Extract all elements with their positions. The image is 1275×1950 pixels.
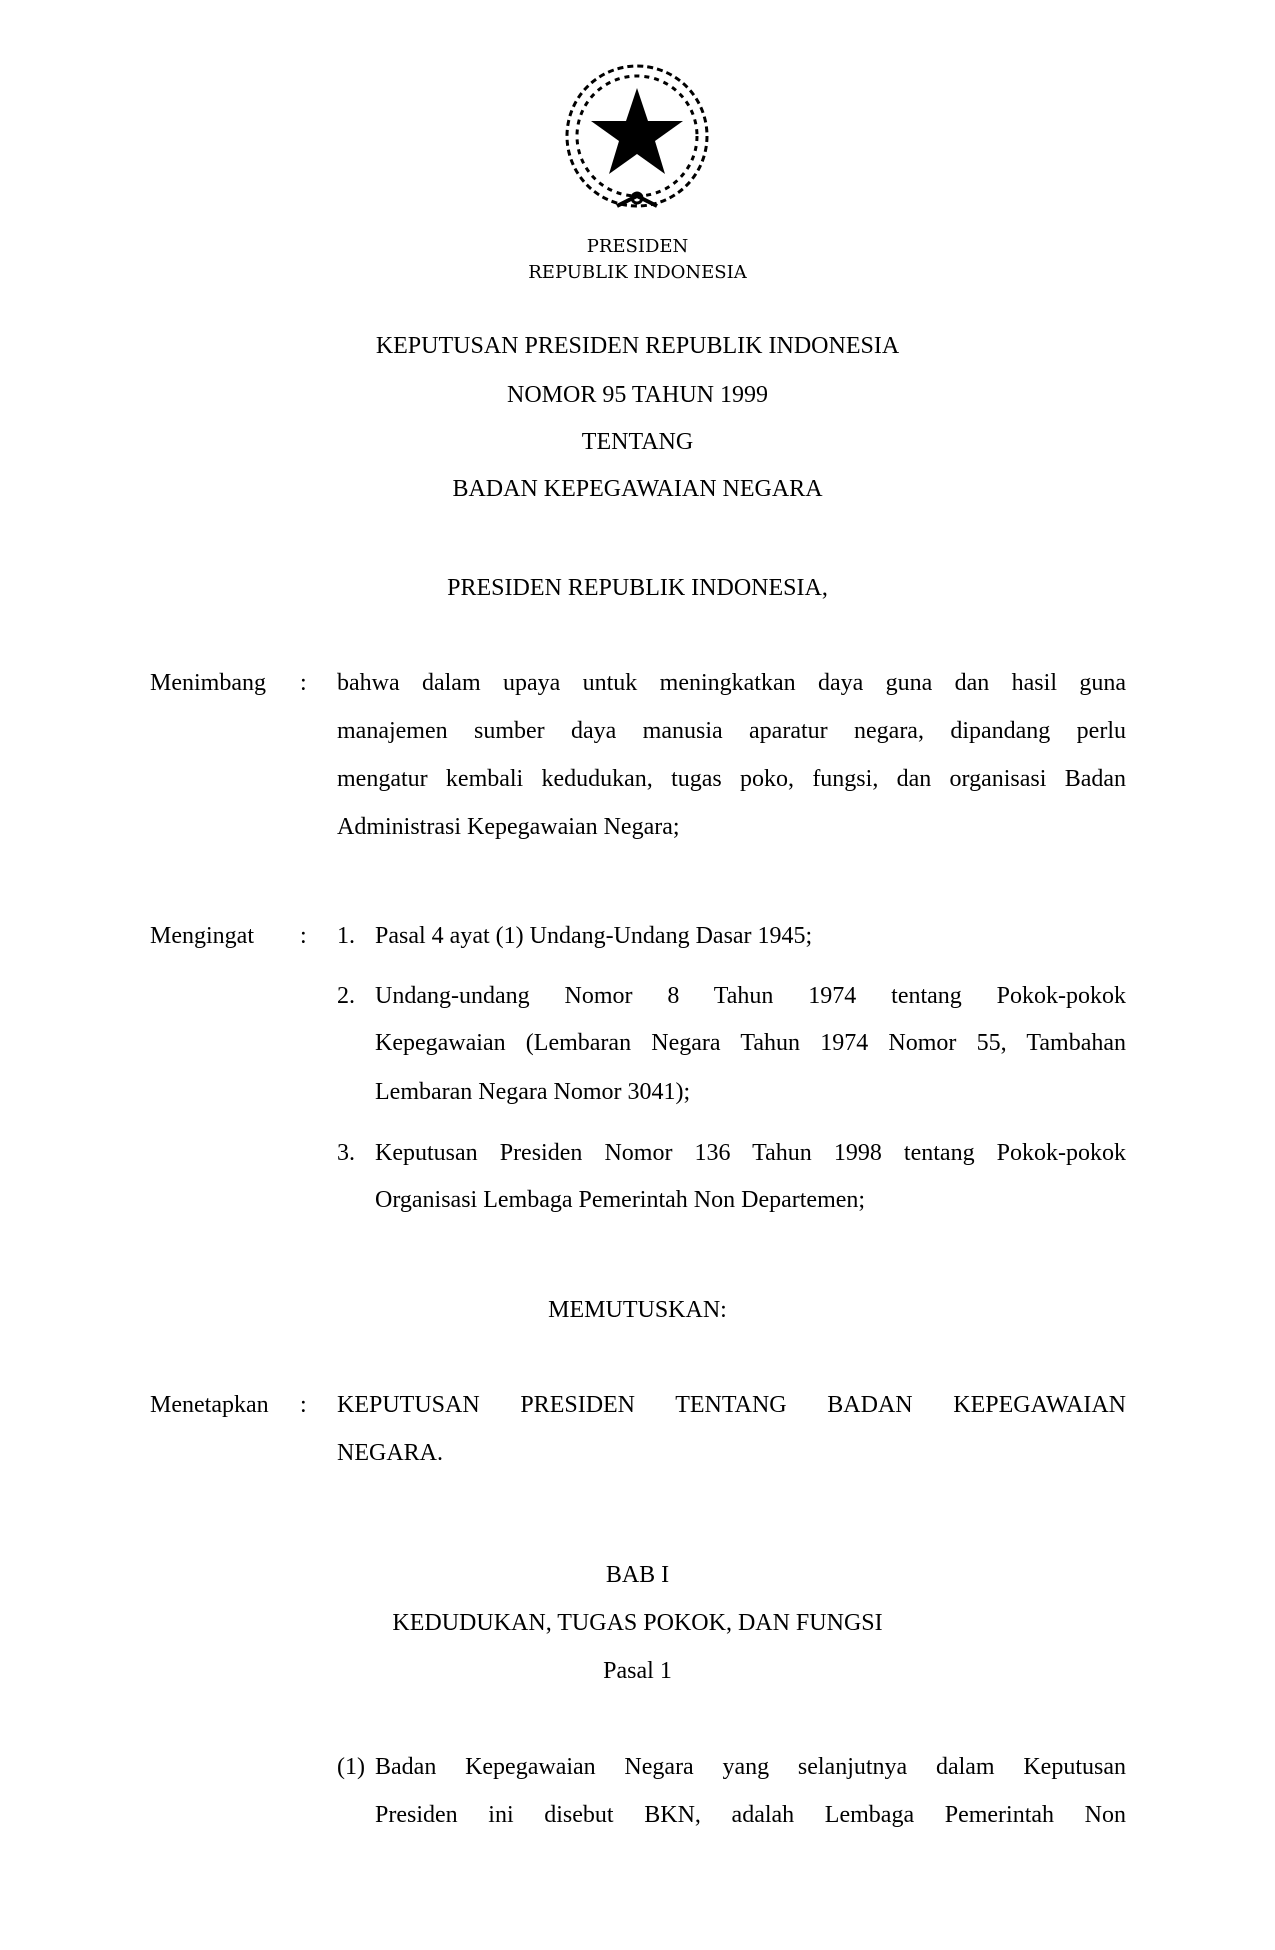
title-line: TENTANG (581, 429, 694, 455)
item-number: 2. (337, 983, 355, 1009)
letterhead-presiden: PRESIDEN (586, 236, 689, 257)
pasal-heading: Pasal 1 (603, 1658, 672, 1684)
colon: : (300, 1392, 307, 1418)
colon: : (300, 670, 307, 696)
mengingat-item-line: Pasal 4 ayat (1) Undang-Undang Dasar 1945; (375, 923, 813, 949)
menetapkan-label: Menetapkan (150, 1392, 269, 1418)
mengingat-item-line: Lembaran Negara Nomor 3041); (375, 1079, 691, 1105)
menimbang-line: Administrasi Kepegawaian Negara; (337, 814, 680, 840)
mengingat-item-line: Kepegawaian (Lembaran Negara Tahun 1974 Nomor 55, Tambahan (375, 1030, 1126, 1056)
menimbang-line: manajemen sumber daya manusia aparatur negara, dipandang perlu (337, 718, 1126, 744)
mengingat-item-line: Organisasi Lembaga Pemerintah Non Departemen; (375, 1187, 866, 1213)
menetapkan-line: NEGARA. (337, 1440, 443, 1466)
mengingat-item-line: Keputusan Presiden Nomor 136 Tahun 1998 tentang Pokok-pokok (375, 1140, 1126, 1166)
menimbang-line: bahwa dalam upaya untuk meningkatkan daya guna dan hasil guna (337, 670, 1126, 696)
title-line: BADAN KEPEGAWAIAN NEGARA (452, 476, 823, 502)
bab-title: KEDUDUKAN, TUGAS POKOK, DAN FUNGSI (392, 1610, 883, 1636)
title-line: KEPUTUSAN PRESIDEN REPUBLIK INDONESIA (375, 333, 900, 359)
title-line: NOMOR 95 TAHUN 1999 (507, 382, 768, 408)
item-number: 1. (337, 923, 355, 949)
bab-heading: BAB I (605, 1562, 670, 1588)
mengingat-item-line: Undang-undang Nomor 8 Tahun 1974 tentang Pokok-pokok (375, 983, 1126, 1009)
colon: : (300, 923, 307, 949)
pasal-line: Badan Kepegawaian Negara yang selanjutnya dalam Keputusan (375, 1754, 1126, 1780)
menetapkan-line: KEPUTUSAN PRESIDEN TENTANG BADAN KEPEGAWAIAN (337, 1392, 1126, 1418)
menimbang-line: mengatur kembali kedudukan, tugas poko, fungsi, dan organisasi Badan (337, 766, 1126, 792)
ayat-number: (1) (337, 1754, 365, 1780)
memutuskan-heading: MEMUTUSKAN: (548, 1297, 727, 1323)
mengingat-label: Mengingat (150, 923, 254, 949)
opening-line: PRESIDEN REPUBLIK INDONESIA, (447, 575, 828, 601)
garuda-emblem-star-wreath-icon (557, 58, 717, 218)
menimbang-label: Menimbang (150, 670, 266, 696)
pasal-line: Presiden ini disebut BKN, adalah Lembaga Pemerintah Non (375, 1802, 1126, 1828)
item-number: 3. (337, 1140, 355, 1166)
letterhead-republik-indonesia: REPUBLIK INDONESIA (528, 262, 747, 283)
